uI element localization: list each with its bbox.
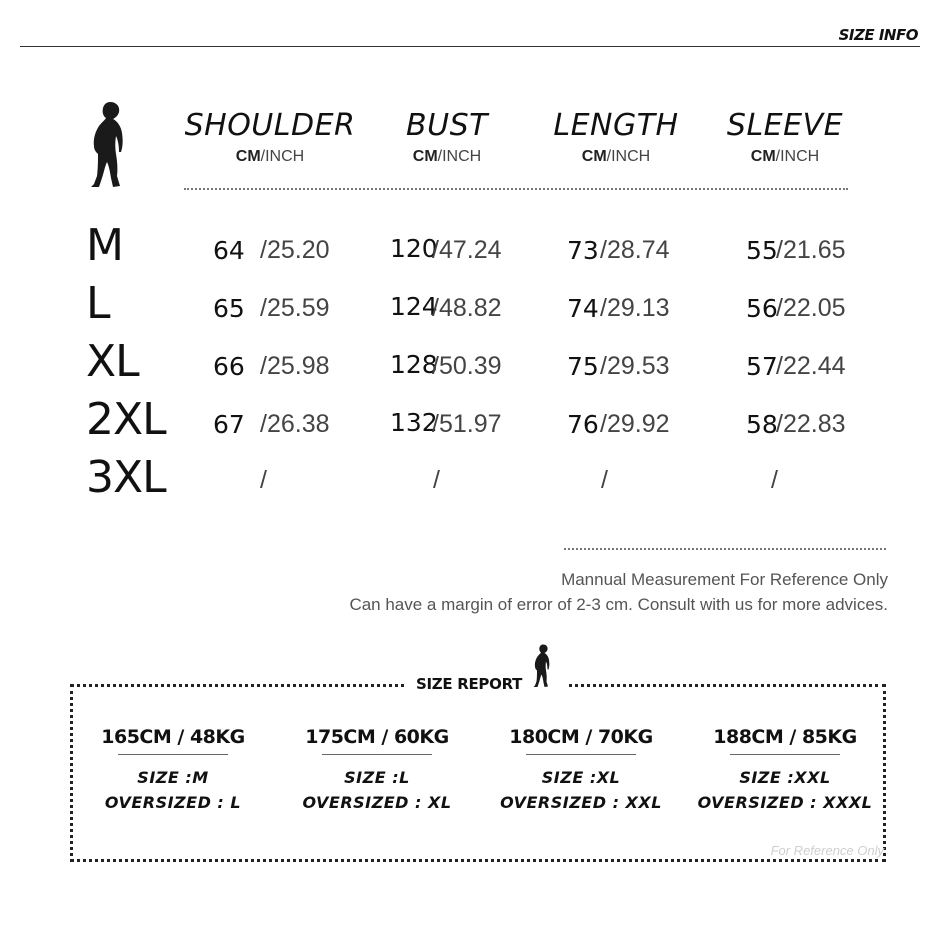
bust-cm: 128 (390, 350, 438, 379)
length-inch: /28.74 (600, 236, 670, 264)
column-header-length (521, 108, 711, 166)
sleeve-inch: /22.44 (776, 352, 846, 380)
size-report-title: SIZE REPORT (416, 675, 523, 693)
length-inch: /29.53 (600, 352, 670, 380)
bust-inch: /48.82 (432, 294, 502, 322)
sleeve-cm: 57 (746, 352, 778, 381)
height-weight: 188CM / 85KG (713, 726, 857, 748)
recommended-size: SIZE :XXL (739, 768, 831, 787)
shoulder-inch: /25.98 (260, 352, 330, 380)
sleeve-inch: /22.83 (776, 410, 846, 438)
sleeve-cm: 56 (746, 294, 778, 323)
column-title: SHOULDER (184, 108, 356, 143)
oversized-size: OVERSIZED : XXL (500, 793, 662, 812)
length-cm: 75 (567, 352, 599, 381)
shoulder-inch: /25.20 (260, 236, 330, 264)
primate-figure-small-icon (530, 642, 554, 690)
shoulder-cm: 64 (213, 236, 245, 265)
column-title: SLEEVE (726, 108, 844, 143)
sleeve-inch: / (771, 466, 778, 494)
length-cm: 73 (567, 236, 599, 265)
column-unit: CM/INCH (581, 148, 651, 165)
size-report-item (282, 726, 472, 815)
length-cm: 74 (567, 294, 599, 323)
shoulder-cm: 66 (213, 352, 245, 381)
shoulder-inch: /25.59 (260, 294, 330, 322)
column-title: LENGTH (553, 108, 679, 143)
bust-cm: 132 (390, 408, 438, 437)
underline (730, 754, 840, 755)
underline (526, 754, 636, 755)
recommended-size: SIZE :M (137, 768, 209, 787)
primate-figure-icon (84, 100, 132, 190)
shoulder-cm: 65 (213, 294, 245, 323)
bust-inch: /51.97 (432, 410, 502, 438)
note-line-2: Can have a margin of error of 2-3 cm. Consult with us for more advices. (349, 595, 888, 614)
sleeve-cm: 55 (746, 236, 778, 265)
shoulder-inch: / (260, 466, 267, 494)
height-weight: 180CM / 70KG (509, 726, 653, 748)
note-dotted-divider (564, 548, 886, 550)
length-inch: /29.92 (600, 410, 670, 438)
column-unit: CM/INCH (412, 148, 482, 165)
underline (118, 754, 228, 755)
sleeve-cm: 58 (746, 410, 778, 439)
size-label-3xl: 3XL (86, 452, 166, 503)
shoulder-cm: 67 (213, 410, 245, 439)
header-divider (20, 46, 920, 47)
size-label-m: M (86, 220, 123, 271)
size-report-item (486, 726, 676, 815)
note-line-1: Mannual Measurement For Reference Only (561, 570, 888, 589)
reference-footnote: For Reference Only (770, 843, 884, 858)
size-label-2xl: 2XL (86, 394, 166, 445)
size-label-l: L (86, 278, 110, 329)
column-header-sleeve (690, 108, 880, 166)
bust-inch: /47.24 (432, 236, 502, 264)
height-weight: 175CM / 60KG (305, 726, 449, 748)
size-label-xl: XL (86, 336, 139, 387)
oversized-size: OVERSIZED : XL (302, 793, 452, 812)
recommended-size: SIZE :L (344, 768, 410, 787)
sleeve-inch: /22.05 (776, 294, 846, 322)
page-title: SIZE INFO (838, 26, 918, 44)
size-report-item (78, 726, 268, 815)
length-inch: /29.13 (600, 294, 670, 322)
underline (322, 754, 432, 755)
column-header-shoulder (175, 108, 365, 166)
sleeve-inch: /21.65 (776, 236, 846, 264)
column-title: BUST (406, 108, 488, 143)
length-inch: / (601, 466, 608, 494)
height-weight: 165CM / 48KG (101, 726, 245, 748)
column-header-bust (352, 108, 542, 166)
shoulder-inch: /26.38 (260, 410, 330, 438)
header-dotted-divider (184, 188, 848, 190)
oversized-size: OVERSIZED : XXXL (697, 793, 873, 812)
recommended-size: SIZE :XL (541, 768, 621, 787)
size-report-item (690, 726, 880, 815)
oversized-size: OVERSIZED : L (104, 793, 242, 812)
bust-cm: 120 (390, 234, 438, 263)
bust-cm: 124 (390, 292, 438, 321)
bust-inch: /50.39 (432, 352, 502, 380)
length-cm: 76 (567, 410, 599, 439)
column-unit: CM/INCH (235, 148, 305, 165)
column-unit: CM/INCH (750, 148, 820, 165)
bust-inch: / (433, 466, 440, 494)
